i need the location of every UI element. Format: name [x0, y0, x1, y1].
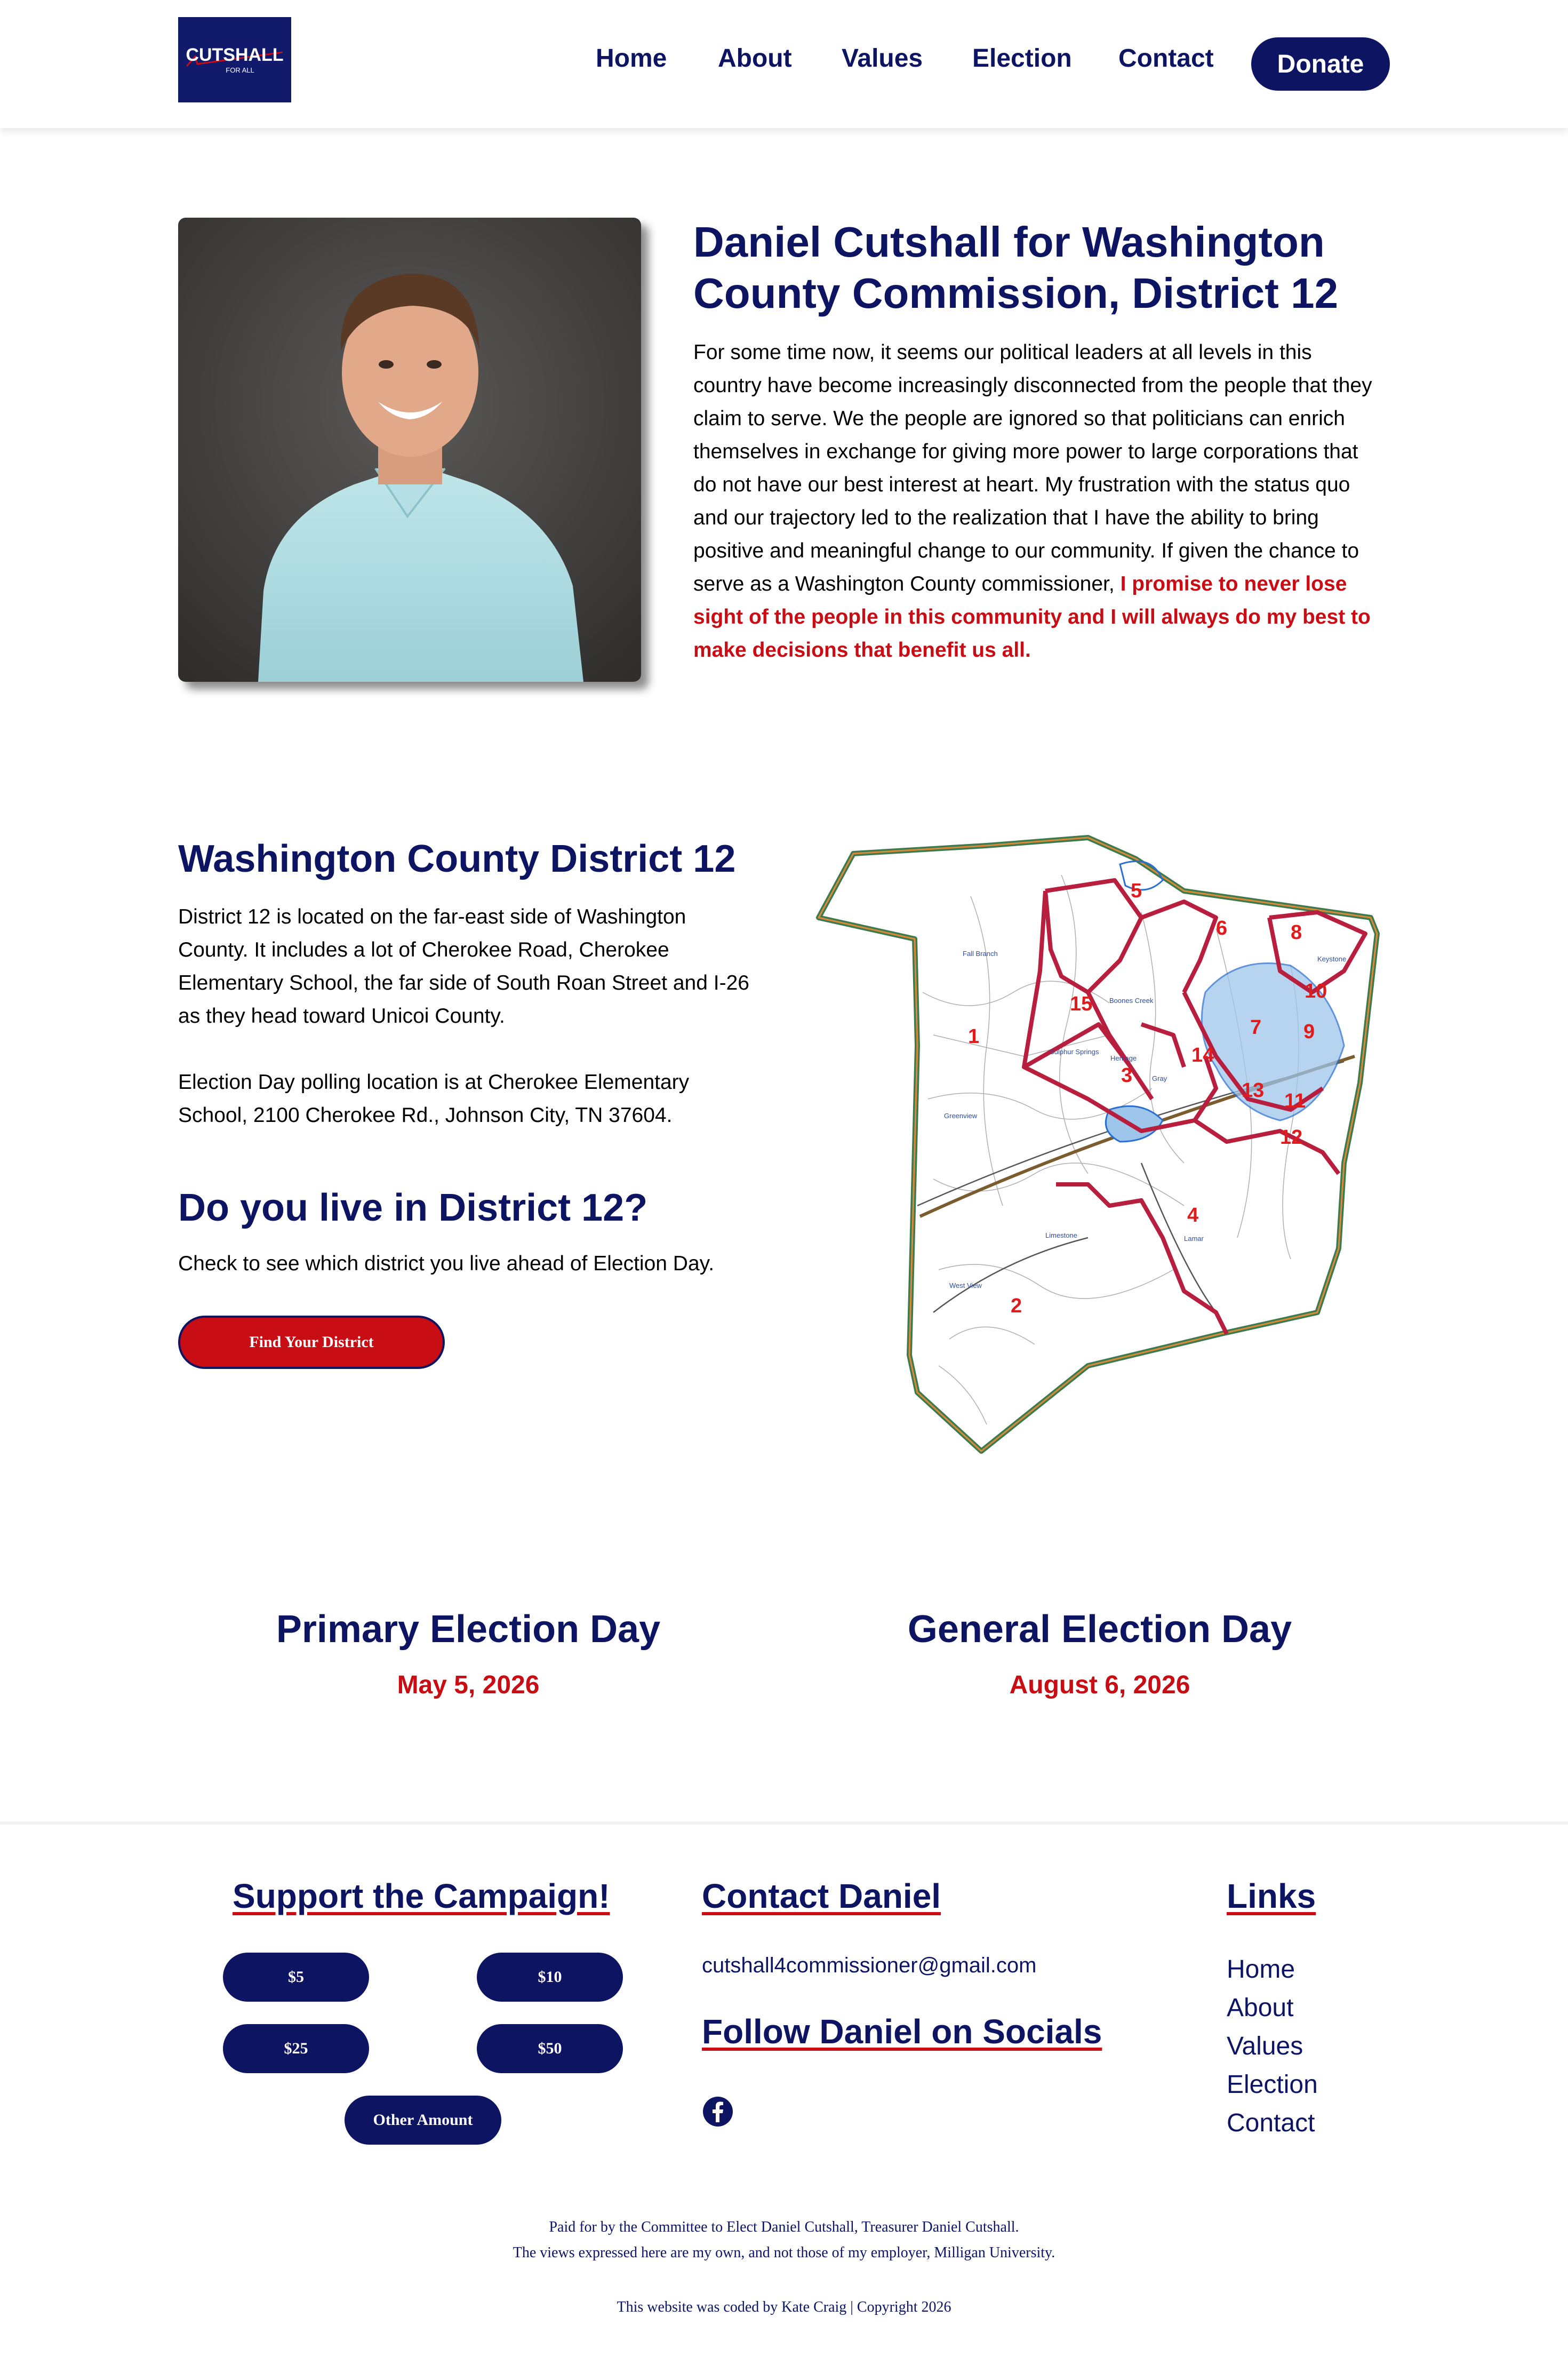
- map-district-13: 13: [1242, 1079, 1265, 1102]
- footer-divider: [0, 1821, 1568, 1825]
- intro-body: For some time now, it seems our political leaders at all levels in this country have become increasingly disconnected from the people that they claim to serve. We the people are ignored so that politicians can enrich themselves in exchange for giving more power to large corporations that do not have our best interest at heart. My frustration with the status quo and our trajectory led to the realization that I have the ability to bring positive and meaningful change to our community. If given the chance to serve as a Washington County commissioner,: [693, 341, 1372, 595]
- candidate-photo: [178, 218, 641, 682]
- primary-election-title: Primary Election Day: [276, 1608, 661, 1651]
- map-district-6: 6: [1216, 917, 1228, 939]
- links-title: Links: [1227, 1877, 1316, 1915]
- polling-location: Election Day polling location is at Cherokee Elementary School, 2100 Cherokee Rd., Johnson City, TN 37604.: [178, 1071, 690, 1127]
- facebook-icon[interactable]: [702, 2096, 734, 2128]
- map-district-9: 9: [1303, 1021, 1315, 1043]
- district-map: [811, 832, 1392, 1462]
- contact-title: Contact Daniel: [702, 1877, 941, 1915]
- map-place-sulphur-springs: Sulphur Springs: [1050, 1048, 1099, 1056]
- map-district-3: 3: [1121, 1064, 1133, 1087]
- map-place-heritage: Heritage: [1110, 1054, 1137, 1062]
- check-district-text: Check to see which district you live ahead of Election Day.: [178, 1252, 715, 1275]
- disclaimer-paid-for: Paid for by the Committee to Elect Daniel Cutshall, Treasurer Daniel Cutshall.: [549, 2219, 1019, 2235]
- logo-mark: [181, 33, 288, 86]
- general-election-date: August 6, 2026: [1009, 1671, 1190, 1699]
- donate-50-button[interactable]: $50: [477, 2024, 623, 2073]
- map-place-greenview: Greenview: [944, 1112, 978, 1120]
- general-election-title: General Election Day: [907, 1608, 1292, 1651]
- map-place-gray: Gray: [1152, 1074, 1167, 1082]
- map-district-1: 1: [968, 1025, 980, 1048]
- map-place-limestone: Limestone: [1045, 1231, 1077, 1239]
- donate-10-button[interactable]: $10: [477, 1953, 623, 2002]
- footer-link-election[interactable]: Election: [1227, 2071, 1318, 2099]
- primary-election-date: May 5, 2026: [397, 1671, 540, 1699]
- logo-name: CUTSHALL: [186, 45, 284, 65]
- map-district-2: 2: [1011, 1295, 1022, 1317]
- footer-link-about[interactable]: About: [1227, 1994, 1294, 2022]
- intro-promise: I promise to never lose sight of the people in this community and I will always do my best to make decisions that benefit us all.: [693, 572, 1371, 662]
- map-place-boones-creek: Boones Creek: [1109, 997, 1154, 1005]
- donate-25-button[interactable]: $25: [223, 2024, 369, 2073]
- district-description: District 12 is located on the far-east side of Washington County. It includes a lot of Cherokee Road, Cherokee Elementary School, the far side of South Roan Street and I-26 as they head toward Unicoi County.: [178, 905, 749, 1028]
- footer-link-values[interactable]: Values: [1227, 2032, 1303, 2060]
- map-district-12: 12: [1280, 1126, 1303, 1149]
- disclaimer-views: The views expressed here are my own, and not those of my employer, Milligan University.: [513, 2244, 1055, 2261]
- nav-about[interactable]: About: [718, 44, 792, 73]
- donate-button[interactable]: Donate: [1251, 37, 1390, 91]
- intro-paragraph: [693, 336, 1381, 667]
- map-district-4: 4: [1187, 1204, 1199, 1227]
- map-district-15: 15: [1070, 993, 1093, 1015]
- donate-5-button[interactable]: $5: [223, 1953, 369, 2002]
- map-district-14: 14: [1191, 1044, 1214, 1066]
- nav-contact[interactable]: Contact: [1118, 44, 1214, 73]
- find-district-button[interactable]: Find Your District: [178, 1316, 445, 1369]
- district-title: Washington County District 12: [178, 838, 736, 880]
- map-district-11: 11: [1284, 1090, 1306, 1112]
- map-district-10: 10: [1305, 980, 1327, 1002]
- footer-link-contact[interactable]: Contact: [1227, 2109, 1315, 2137]
- support-campaign-title: Support the Campaign!: [233, 1877, 610, 1915]
- map-district-7: 7: [1250, 1016, 1262, 1039]
- site-header: [0, 0, 1568, 128]
- map-place-keystone: Keystone: [1317, 955, 1347, 963]
- live-in-district-title: Do you live in District 12?: [178, 1187, 648, 1229]
- map-place-lamar: Lamar: [1184, 1235, 1204, 1243]
- map-district-5: 5: [1131, 880, 1142, 902]
- intro-title: Daniel Cutshall for Washington County Commission, District 12: [693, 218, 1339, 317]
- nav-home[interactable]: Home: [596, 44, 667, 73]
- site-credit: This website was coded by Kate Craig | Copyright 2026: [617, 2299, 951, 2315]
- campaign-logo[interactable]: [178, 17, 291, 102]
- socials-title: Follow Daniel on Socials: [702, 2012, 1102, 2051]
- contact-email-link[interactable]: cutshall4commissioner@gmail.com: [702, 1954, 1037, 1977]
- map-place-west-view: West View: [949, 1281, 982, 1289]
- map-place-fall-branch: Fall Branch: [963, 950, 998, 958]
- logo-tagline: FOR ALL: [226, 66, 254, 74]
- footer-link-home[interactable]: Home: [1227, 1955, 1295, 1984]
- map-district-8: 8: [1291, 921, 1302, 944]
- nav-values[interactable]: Values: [842, 44, 923, 73]
- nav-election[interactable]: Election: [972, 44, 1072, 73]
- donate-other-amount-button[interactable]: Other Amount: [345, 2096, 501, 2145]
